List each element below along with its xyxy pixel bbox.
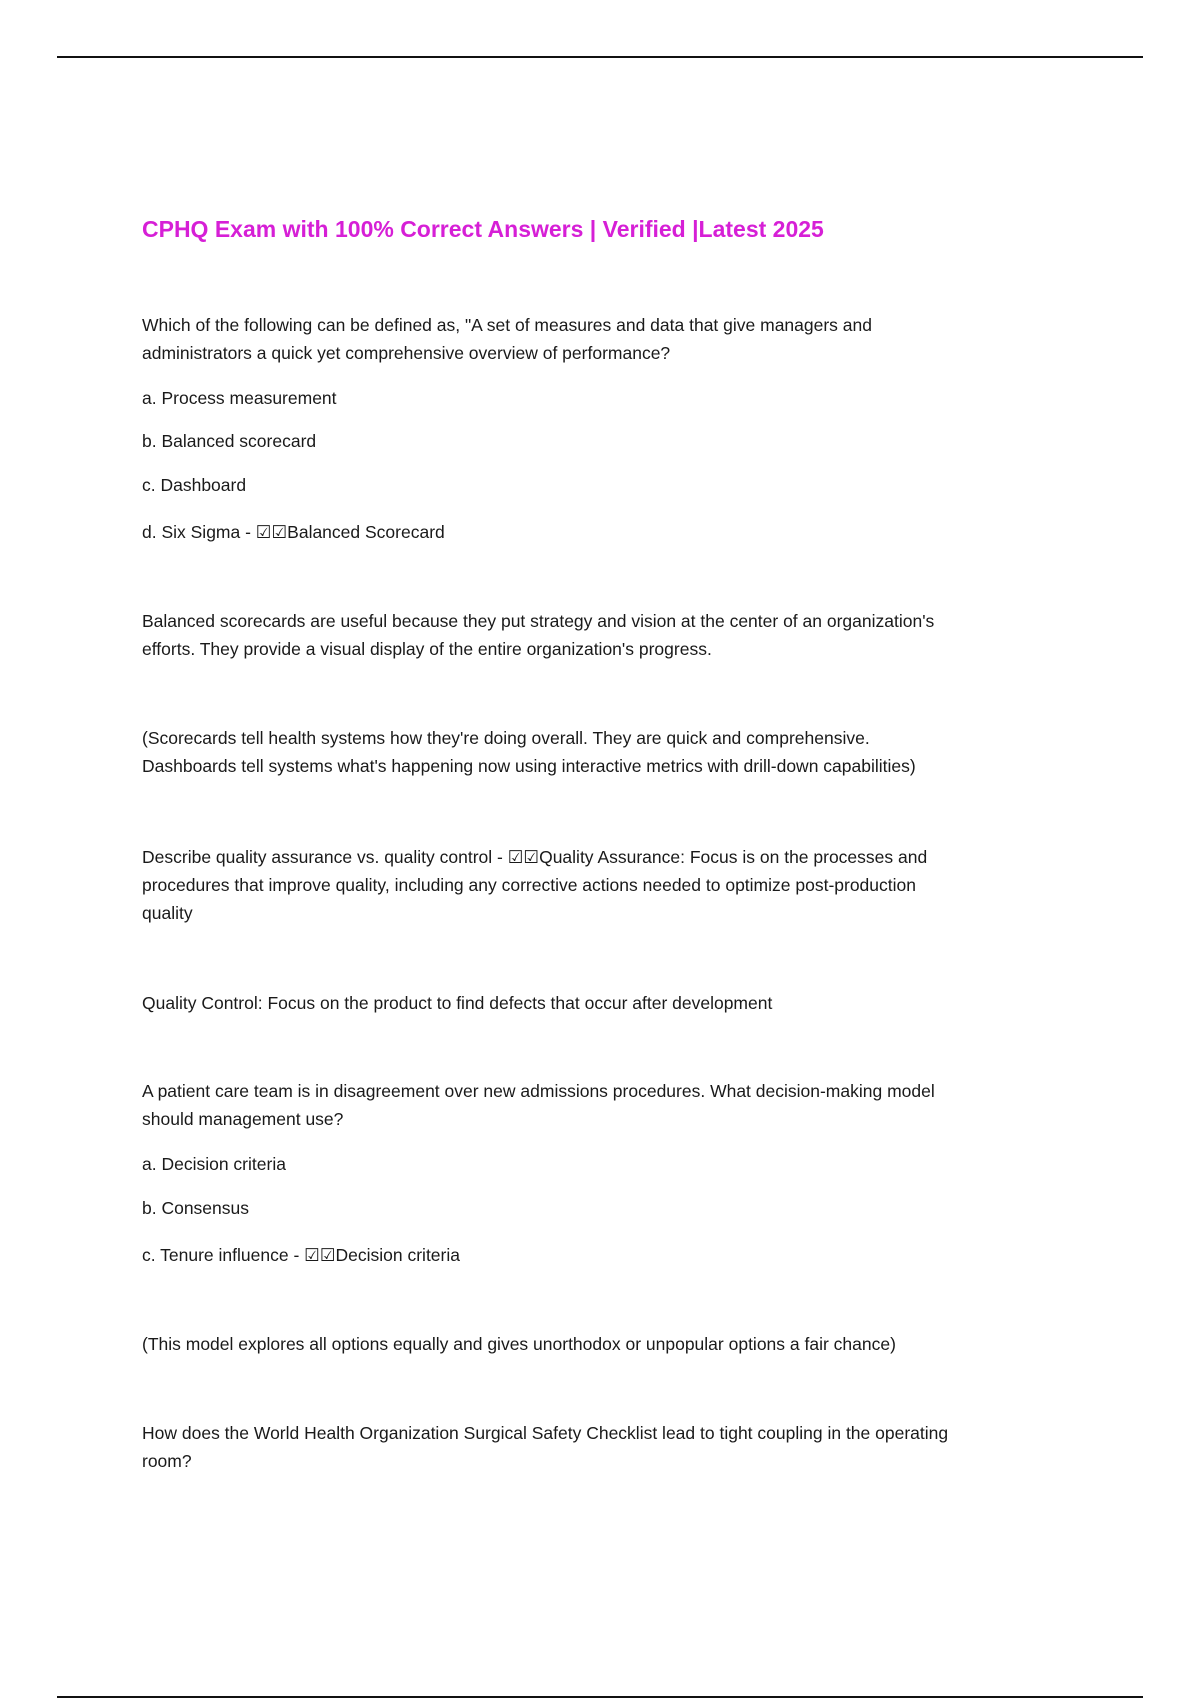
question-3-text <box>142 1077 1072 1133</box>
question-4-line-2: room? <box>142 1451 192 1471</box>
note-line-1: (Scorecards tell health systems how they're doing overall. They are quick and comprehensive. <box>142 728 870 748</box>
question-3-note: (This model explores all options equally and gives unorthodox or unpopular options a fair chance) <box>142 1334 896 1354</box>
question-1-option-b: b. Balanced scorecard <box>142 431 317 451</box>
question-4-text <box>142 1419 1072 1475</box>
question-2-text <box>142 843 1072 927</box>
question-1-line-2: administrators a quick yet comprehensive overview of performance? <box>142 343 671 363</box>
question-1-note <box>142 724 1072 780</box>
explanation-line-2: efforts. They provide a visual display of the entire organization's progress. <box>142 639 712 659</box>
explanation-line-1: Balanced scorecards are useful because they put strategy and vision at the center of an organization's <box>142 611 935 631</box>
top-rule <box>57 56 1143 58</box>
question-2-line-3: quality <box>142 903 193 923</box>
note-line-2: Dashboards tell systems what's happening now using interactive metrics with drill-down capabilities) <box>142 756 916 776</box>
question-1-option-d-answer: d. Six Sigma - ☑☑Balanced Scorecard <box>142 522 445 542</box>
question-1-text <box>142 311 1072 367</box>
question-3-line-2: should management use? <box>142 1109 344 1129</box>
question-1-line-1: Which of the following can be defined as, "A set of measures and data that give managers and <box>142 315 872 335</box>
question-2-line-2: procedures that improve quality, including any corrective actions needed to optimize post-production <box>142 875 916 895</box>
question-1-option-c: c. Dashboard <box>142 475 247 495</box>
question-2-line-1: Describe quality assurance vs. quality control - ☑☑Quality Assurance: Focus is on the processes and <box>142 847 928 867</box>
quality-control-definition: Quality Control: Focus on the product to find defects that occur after development <box>142 993 773 1013</box>
question-3-option-a: a. Decision criteria <box>142 1154 286 1174</box>
question-3-option-c-answer: c. Tenure influence - ☑☑Decision criteria <box>142 1245 460 1265</box>
question-1-explanation <box>142 607 1072 663</box>
bottom-rule <box>57 1696 1143 1698</box>
question-4-line-1: How does the World Health Organization Surgical Safety Checklist lead to tight coupling in the operating <box>142 1423 949 1443</box>
question-1-option-a: a. Process measurement <box>142 388 337 408</box>
question-3-line-1: A patient care team is in disagreement over new admissions procedures. What decision-making model <box>142 1081 935 1101</box>
question-3-option-b: b. Consensus <box>142 1198 250 1218</box>
document-title: CPHQ Exam with 100% Correct Answers | Verified |Latest 2025 <box>142 216 824 242</box>
